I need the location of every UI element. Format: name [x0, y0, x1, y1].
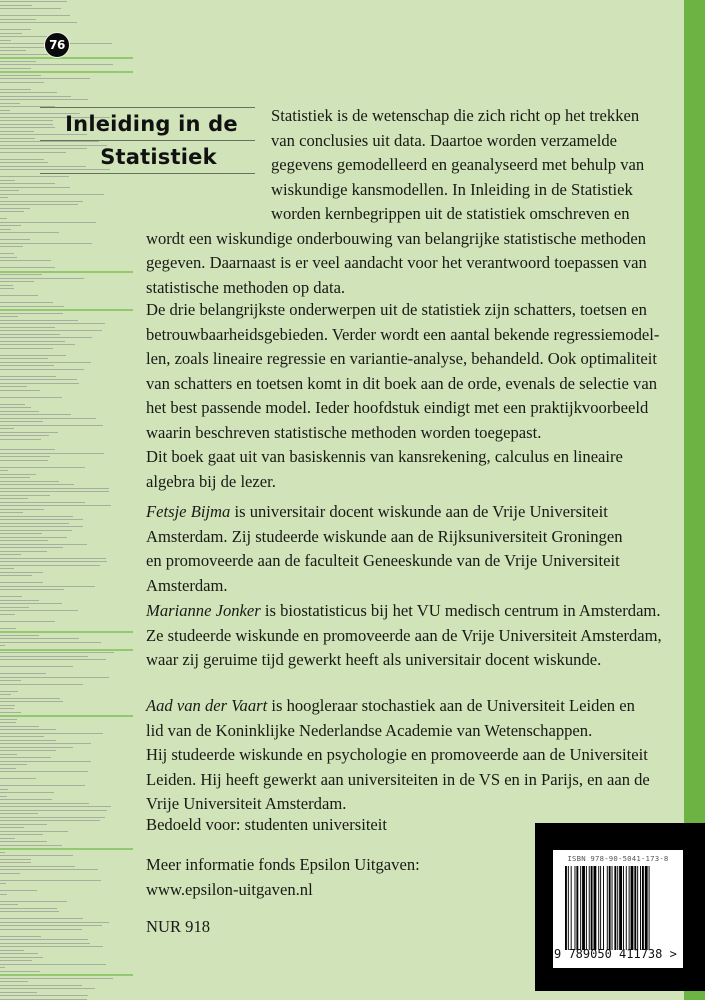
text-line: Vrije Universiteit Amsterdam.: [146, 794, 347, 813]
audience-line: Bedoeld voor: studenten universiteit: [146, 815, 388, 834]
text-line: De drie belangrijkste onderwerpen uit de statistiek zijn schatters, toetsen en: [146, 300, 647, 319]
nur-code: NUR 918: [146, 917, 211, 936]
barcode-label: [553, 850, 683, 968]
text-line: gegeven. Daarnaast is er veel aandacht voor het verantwoord toepassen van: [146, 253, 647, 272]
text-line: wiskundige kansmodellen. In Inleiding in de Statistiek: [271, 179, 633, 199]
author-name: Aad van der Vaart: [146, 696, 268, 715]
text-line: is hoogleraar stochastiek aan de Universiteit Leiden en: [267, 696, 635, 715]
text-line: waar zij geruime tijd gewerkt heeft als universitair docent wiskunde.: [146, 650, 602, 669]
text-line: is biostatisticus bij het VU medisch centrum in Amsterdam.: [260, 601, 661, 620]
title-line-2: Statistiek: [100, 145, 217, 170]
author-name: Marianne Jonker: [146, 601, 261, 620]
text-line: wordt een wiskundige onderbouwing van belangrijke statistische methoden: [146, 228, 647, 248]
text-line: Amsterdam. Zij studeerde wiskunde aan de Rijksuniversiteit Groningen: [146, 526, 623, 546]
text-line: waarin beschreven statistische methoden worden toegepast.: [146, 422, 542, 442]
text-line: Statistiek is de wetenschap die zich richt op het trekken: [271, 106, 640, 125]
author-name: Fetsje Bijma: [146, 502, 231, 521]
prerequisites-paragraph: [146, 445, 686, 494]
intro-paragraph: [146, 104, 681, 300]
text-line: is universitair docent wiskunde aan de Vrije Universiteit: [230, 502, 608, 521]
text-line: Dit boek gaat uit van basiskennis van kansrekening, calculus en lineaire: [146, 447, 623, 466]
text-line: Ze studeerde wiskunde en promoveerde aan de Vrije Universiteit Amsterdam,: [146, 625, 662, 645]
text-line: algebra bij de lezer.: [146, 471, 276, 491]
text-line: Hij studeerde wiskunde en psychologie en promoveerde aan de Universiteit: [146, 745, 648, 764]
page-number-badge: 76: [44, 32, 70, 58]
topics-paragraph: [146, 298, 686, 445]
more-info-label: Meer informatie fonds Epsilon Uitgaven:: [146, 855, 420, 874]
text-line: Amsterdam.: [146, 575, 228, 595]
text-line: van conclusies uit data. Daartoe worden verzamelde: [271, 130, 618, 150]
title-line-1: Inleiding in de: [65, 112, 238, 137]
text-line: en promoveerde aan de faculteit Geneeskunde van de Vrije Universiteit: [146, 551, 620, 570]
text-line: lid van de Koninklijke Nederlandse Academie van Wetenschappen.: [146, 720, 593, 740]
text-line: betrouwbaarheidsgebieden. Verder wordt een aantal bekende regressiemodel-: [146, 324, 660, 344]
barcode-digits: 9 789050 411738 >: [554, 947, 677, 961]
text-line: worden kernbegrippen uit de statistiek omschreven en: [271, 204, 630, 223]
text-line: van schatters en toetsen komt in dit boek aan de orde, evenals de selectie van: [146, 373, 657, 393]
barcode-box: [535, 823, 705, 991]
text-line: len, zoals lineaire regressie en variantie-analyse, behandeld. Ook optimaliteit: [146, 349, 657, 368]
text-line: het best passende model. Ieder hoofdstuk eindigt met een praktijkvoorbeeld: [146, 398, 649, 417]
text-line: statistische methoden op data.: [146, 277, 346, 297]
barcode-icon: [565, 866, 669, 950]
author-bio-bijma: [146, 500, 686, 598]
author-bio-jonker: [146, 599, 686, 673]
publisher-url[interactable]: www.epsilon-uitgaven.nl: [146, 879, 313, 899]
text-line: Leiden. Hij heeft gewerkt aan universiteiten in de VS en in Parijs, en aan de: [146, 769, 650, 789]
text-line: gegevens gemodelleerd en geanalyseerd met behulp van: [271, 155, 645, 174]
author-bio-van-der-vaart: [146, 694, 686, 817]
isbn-text: ISBN 978-90-5041-173-8: [567, 854, 669, 863]
